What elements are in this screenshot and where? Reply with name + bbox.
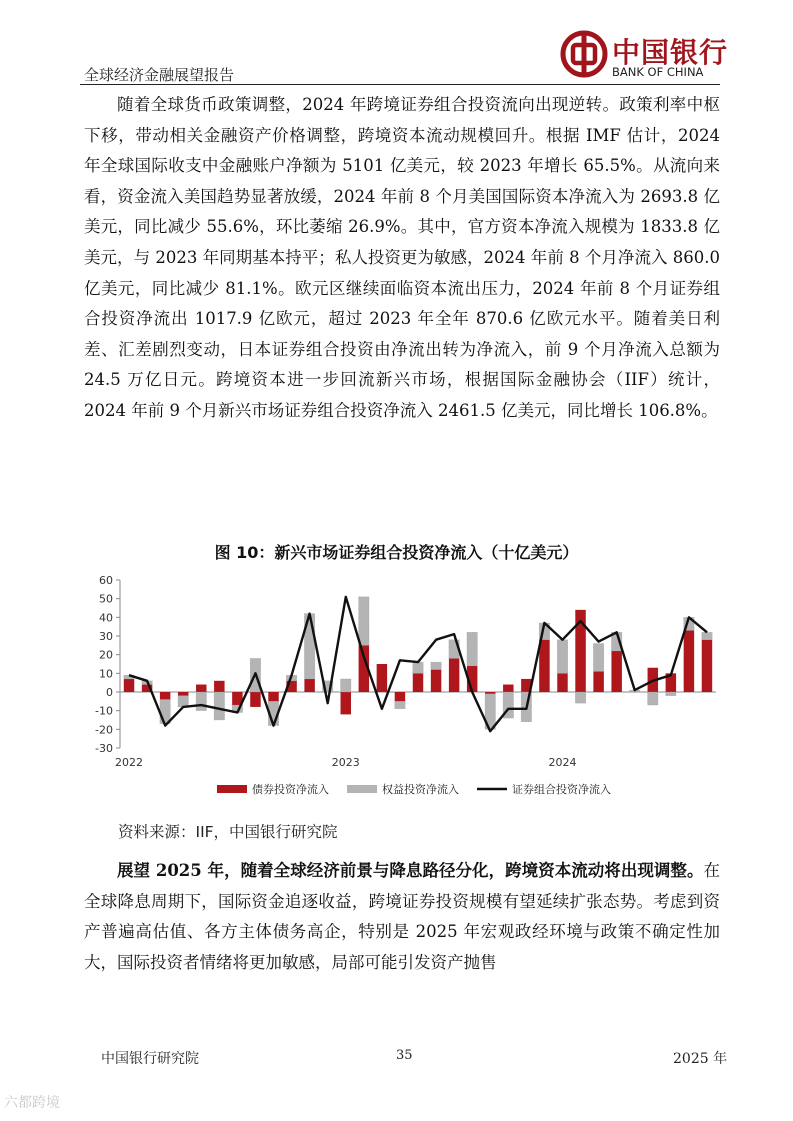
y-tick-label: 40 (99, 611, 113, 625)
equity-bar (359, 597, 369, 646)
bond-bar (304, 679, 314, 692)
equity-bar (467, 632, 477, 666)
body-paragraph-capital-flows: 随着全球货币政策调整，2024 年跨境证券组合投资流向出现逆转。政策利率中枢下移，带动相关金融资产价格调整，跨境资本流动规模回升。根据 IMF 估计，2024 年全球国际收支中金融账户净额为 5101 亿美元，较 2023 年增长 65.5%。从流向来看，资金流入美国趋势显著放缓，2024 年前 8 个月美国国际资本净流入为 2693.8 亿美元，同比减少 55.6%，环比萎缩 26.9%。其中，官方资本净流入规模为 1833.8 亿美元，与 2023 年同期基本持平；私人投资更为敏感，2024 年前 8 个月净流入 860.0 亿美元，同比减少 81.1%。欧元区继续面临资本流出压力，2024 年前 8 个月证券组合投资净流出 1017.9 亿欧元，超过 2023 年全年 870.6 亿欧元水平。随着美日利差、汇差剧烈变动，日本证券组合投资由净流出转为净流入，前 9 个月净流入总额为 24.5 万亿日元。跨境资本进一步回流新兴市场，根据国际金融协会（IIF）统计，2024 年前 9 个月新兴市场证券组合投资净流入 2461.5 亿美元，同比增长 106.8%。 (84, 95, 720, 420)
legend-label: 债券投资净流入 (252, 783, 329, 796)
equity-bar (341, 679, 351, 692)
equity-bar (160, 699, 170, 723)
bond-bar (268, 692, 278, 701)
equity-bar (178, 696, 188, 707)
bank-of-china-emblem-icon (560, 30, 608, 78)
bank-logo (560, 30, 729, 82)
legend-label: 证券组合投资净流入 (512, 783, 611, 796)
bond-bar (503, 685, 513, 692)
y-tick-label: 60 (99, 574, 113, 587)
body-paragraph-outlook (84, 856, 720, 978)
bond-bar (593, 671, 603, 692)
bond-bar (160, 692, 170, 699)
equity-bar (431, 662, 441, 669)
equity-bar (648, 692, 658, 705)
page-number: 35 (396, 1048, 413, 1063)
equity-bar (702, 632, 712, 639)
report-title: 全球经济金融展望报告 (84, 66, 235, 84)
legend-swatch (347, 785, 377, 793)
header-divider (80, 84, 720, 85)
bond-bar (178, 692, 188, 696)
y-tick-label: 50 (99, 592, 113, 606)
x-tick-label: 2024 (548, 756, 577, 769)
y-tick-label: -30 (95, 742, 113, 755)
bond-bar (557, 673, 567, 692)
y-tick-label: 30 (99, 630, 113, 643)
bond-bar (485, 692, 495, 694)
bond-bar (341, 692, 351, 714)
y-tick-label: 0 (106, 686, 113, 699)
bond-bar (431, 670, 441, 692)
equity-bar (395, 701, 405, 708)
bond-bar (377, 664, 387, 692)
x-tick-label: 2022 (115, 756, 144, 769)
equity-bar (593, 643, 603, 671)
equity-bar (557, 640, 567, 674)
bond-bar (395, 692, 405, 701)
footer-institution: 中国银行研究院 (101, 1051, 199, 1067)
footer-year: 2025 年 (673, 1051, 728, 1067)
y-tick-label: 10 (99, 667, 113, 681)
outlook-lead-sentence: 展望 2025 年，随着全球经济前景与降息路径分化，跨境资本流动将出现调整。 (117, 861, 704, 880)
bond-bar (214, 681, 224, 692)
equity-bar (214, 692, 224, 720)
figure-title: 图 10：新兴市场证券组合投资净流入（十亿美元） (214, 543, 579, 562)
legend-swatch (217, 785, 247, 793)
y-tick-label: -20 (95, 723, 113, 737)
bond-bar (413, 673, 423, 692)
bond-bar (611, 651, 621, 692)
bond-bar (449, 658, 459, 692)
y-tick-label: 20 (99, 648, 113, 662)
figure-source: 资料来源：IIF，中国银行研究院 (118, 823, 338, 841)
logo-text-english: BANK OF CHINA (612, 65, 704, 79)
equity-bar (196, 692, 206, 711)
legend-label: 权益投资净流入 (382, 783, 459, 796)
logo-text-chinese: 中国银行 (612, 36, 729, 69)
watermark: 六都跨境 (4, 1095, 60, 1111)
bond-bar (124, 679, 134, 692)
bond-bar (539, 640, 549, 692)
y-tick-label: -10 (95, 704, 113, 718)
bond-bar (702, 640, 712, 692)
equity-bar (575, 692, 585, 703)
outlook-body-text: 在全球降息周期下，国际资金追逐收益，跨境证券投资规模有望延续扩张态势。考虑到资产普遍高估值、各方主体债务高企，特别是 2025 年宏观政经环境与政策不确定性加大，国际投资者情绪将更加敏感，局部可能引发资产抛售 (84, 861, 720, 972)
x-tick-label: 2023 (331, 756, 360, 769)
bond-bar (684, 630, 694, 692)
equity-bar (413, 662, 423, 673)
bond-bar (196, 685, 206, 692)
em-portfolio-flows-chart (84, 568, 724, 808)
bond-bar (250, 692, 260, 707)
equity-bar (666, 692, 676, 696)
